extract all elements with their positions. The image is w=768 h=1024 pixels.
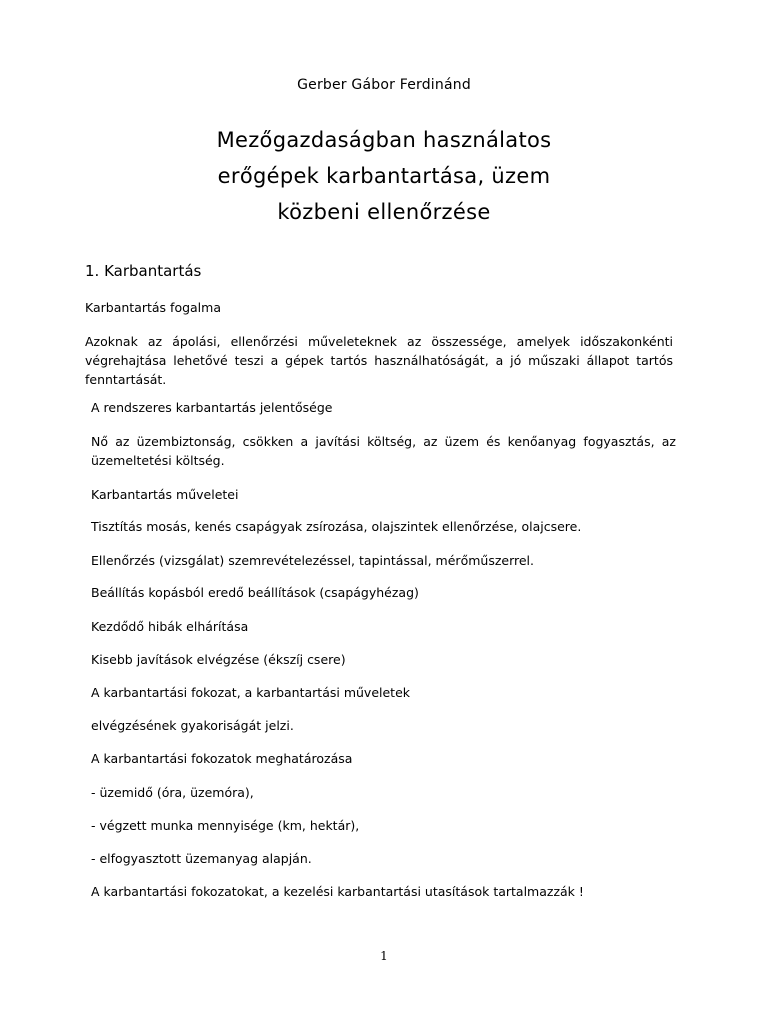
paragraph-adjustment: Beállítás kopásból eredő beállítások (csapágyhézag) — [91, 585, 419, 600]
paragraph-degree-line-1: A karbantartási fokozat, a karbantartási műveletek — [91, 685, 411, 700]
section-heading: 1. Karbantartás — [85, 262, 202, 280]
page-number: 1 — [380, 949, 388, 963]
paragraph-inspection: Ellenőrzés (vizsgálat) szemrevételezéssel, tapintással, mérőműszerrel. — [91, 553, 534, 568]
paragraph-fault-elimination: Kezdődő hibák elhárítása — [91, 619, 249, 634]
title-line: közbeni ellenőrzése — [277, 200, 491, 224]
paragraph-cleaning: Tisztítás mosás, kenés csapágyak zsírozása, olajszintek ellenőrzése, olajcsere. — [91, 519, 582, 534]
list-item-work-amount: - végzett munka mennyisége (km, hektár), — [91, 818, 360, 833]
paragraph-definition-heading: Karbantartás fogalma — [85, 300, 221, 315]
paragraph-degree-line-2: elvégzésének gyakoriságát jelzi. — [91, 718, 294, 733]
paragraph-operations-heading: Karbantartás műveletei — [91, 487, 239, 502]
paragraph-degree-determination: A karbantartási fokozatok meghatározása — [91, 751, 353, 766]
document-title — [0, 122, 768, 230]
paragraph-importance-heading: A rendszeres karbantartás jelentősége — [91, 400, 333, 415]
list-item-fuel-consumed: - elfogyasztott üzemanyag alapján. — [91, 851, 312, 866]
paragraph-conclusion: A karbantartási fokozatokat, a kezelési karbantartási utasítások tartalmazzák ! — [91, 884, 584, 899]
title-line: Mezőgazdaságban használatos — [216, 128, 552, 152]
list-item-operating-time: - üzemidő (óra, üzemóra), — [91, 785, 254, 800]
paragraph-definition-body: Azoknak az ápolási, ellenőrzési műveleteknek az összessége, amelyek időszakonkénti végrehajtása lehetővé teszi a gépek tartós használhatóságát, a jó műszaki állapot tartós fenntartását. — [85, 334, 673, 387]
paragraph-minor-repairs: Kisebb javítások elvégzése (ékszíj csere) — [91, 652, 346, 667]
author-name: Gerber Gábor Ferdinánd — [297, 77, 471, 93]
title-line: erőgépek karbantartása, üzem — [217, 164, 551, 188]
paragraph-importance-body: Nő az üzembiztonság, csökken a javítási költség, az üzem és kenőanyag fogyasztás, az üzemeltetési költség. — [91, 434, 676, 468]
